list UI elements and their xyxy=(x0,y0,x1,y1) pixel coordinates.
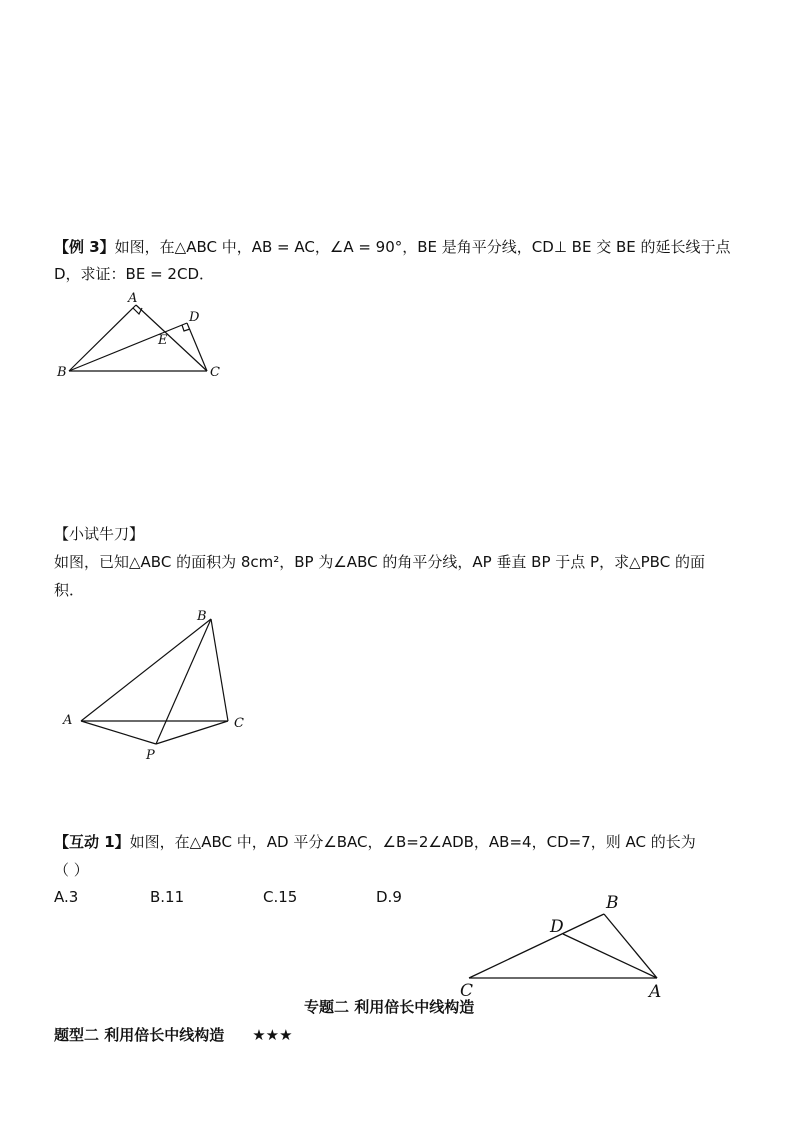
interaction1-figure xyxy=(452,888,677,1004)
label-c: C xyxy=(210,365,220,380)
label-e: E xyxy=(158,333,168,348)
option-c: C.15 xyxy=(263,888,298,906)
label-p: P xyxy=(146,748,155,763)
practice-heading: 【小试牛刀】 xyxy=(54,525,145,543)
practice-line2: 积． xyxy=(54,581,85,599)
interaction1-tag: 【互动 1】 xyxy=(54,833,130,851)
practice-line1: 如图，已知△ABC 的面积为 8cm²，BP 为∠ABC 的角平分线，AP 垂直 BP 于点 P，求△PBC 的面 xyxy=(54,553,705,571)
label-a: A xyxy=(128,291,138,306)
segment-bp xyxy=(156,619,211,744)
segment-da xyxy=(563,934,657,978)
segment-ba xyxy=(604,914,657,978)
practice-figure xyxy=(58,602,258,766)
option-a: A.3 xyxy=(54,888,79,906)
segment-ab xyxy=(81,619,211,721)
interaction1-text1: 如图，在△ABC 中，AD 平分∠BAC，∠B=2∠ADB，AB=4，CD=7，则 AC 的长为 xyxy=(129,833,696,851)
segment-bd xyxy=(69,323,187,371)
label-d: D xyxy=(550,917,564,937)
label-d: D xyxy=(189,310,200,325)
example3-figure xyxy=(54,288,234,384)
example3-line1 xyxy=(54,236,731,258)
label-a: A xyxy=(649,982,662,1002)
section-title: 专题二 利用倍长中线构造 xyxy=(304,998,475,1016)
option-b: B.11 xyxy=(150,888,185,906)
label-b: B xyxy=(197,609,207,624)
section-subtitle-row xyxy=(54,1024,293,1046)
label-a: A xyxy=(63,713,73,728)
segment-ap xyxy=(81,721,156,744)
option-d: D.9 xyxy=(376,888,402,906)
difficulty-stars: ★★★ xyxy=(252,1026,293,1044)
label-c: C xyxy=(460,981,474,1001)
interaction1-line2: （ ） xyxy=(54,861,89,879)
segment-pc xyxy=(156,721,228,744)
interaction1-line1 xyxy=(54,831,696,853)
example3-text1: 如图，在△ABC 中，AB = AC，∠A = 90°，BE 是角平分线，CD⊥ BE 交 BE 的延长线于点 xyxy=(114,238,731,256)
segment-cd xyxy=(187,323,207,371)
label-c: C xyxy=(234,716,244,731)
section-subtitle: 题型二 利用倍长中线构造 xyxy=(54,1026,225,1044)
segment-bc xyxy=(211,619,228,721)
segment-ab xyxy=(69,305,136,371)
label-b: B xyxy=(57,365,67,380)
segment-cb xyxy=(469,914,604,978)
label-b: B xyxy=(606,893,619,913)
example3-line2: D，求证：BE = 2CD． xyxy=(54,265,214,283)
example3-tag: 【例 3】 xyxy=(54,238,115,256)
